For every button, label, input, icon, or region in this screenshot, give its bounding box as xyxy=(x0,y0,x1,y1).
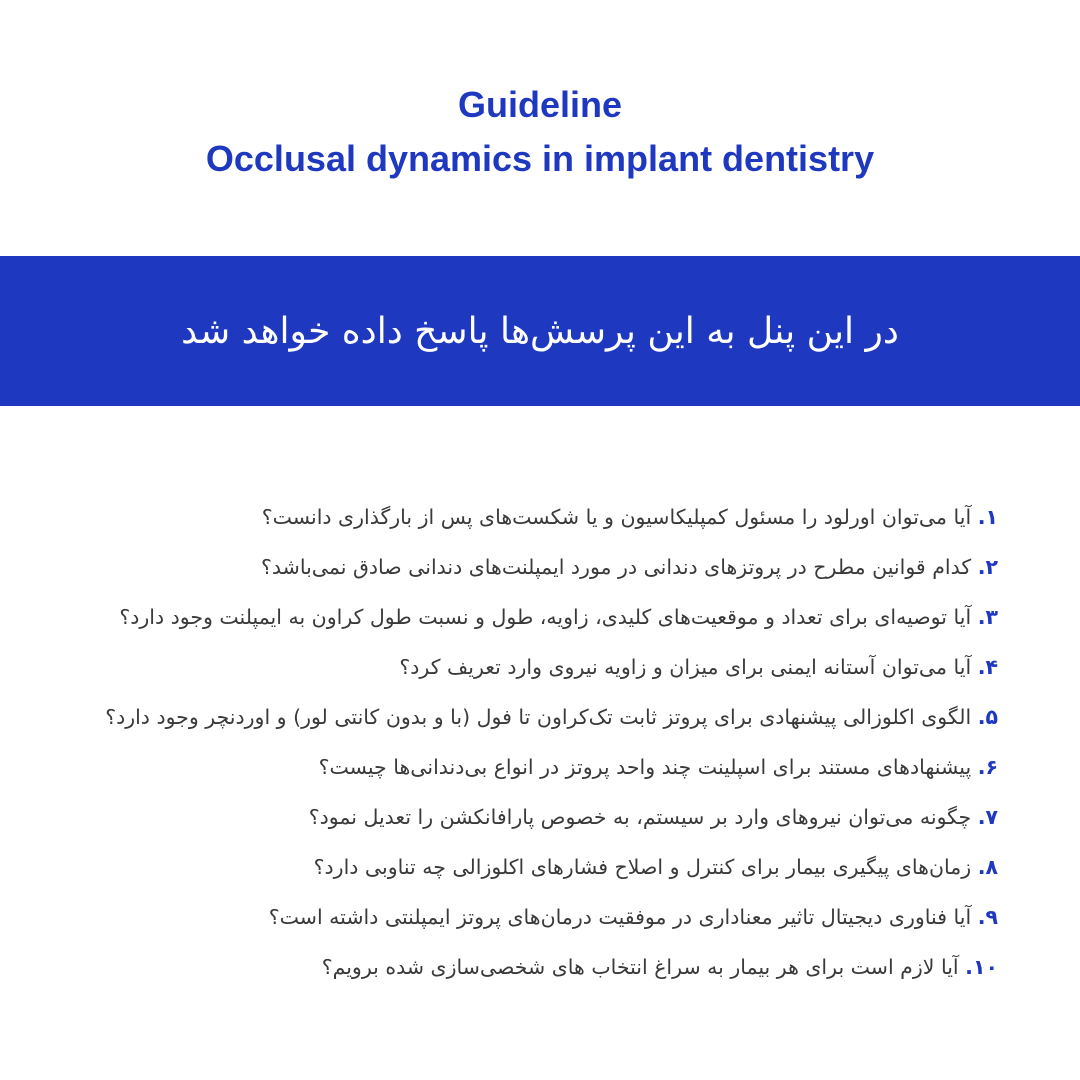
list-item xyxy=(0,792,998,842)
question-number: ۳. xyxy=(977,605,998,629)
question-number: ۹. xyxy=(977,905,998,929)
question-text: آیا لازم است برای هر بیمار به سراغ انتخاب های شخصی‌سازی شده برویم؟ xyxy=(321,955,959,979)
question-number: ۴. xyxy=(977,655,998,679)
question-text: آیا فناوری دیجیتال تاثیر معناداری در موفقیت درمان‌های پروتز ایمپلنتی داشته است؟ xyxy=(268,905,972,929)
list-item xyxy=(0,592,998,642)
list-item xyxy=(0,842,998,892)
question-number: ۱. xyxy=(977,505,998,529)
list-item xyxy=(0,492,998,542)
question-list xyxy=(0,492,998,992)
question-number: ۸. xyxy=(977,855,998,879)
page-header xyxy=(0,78,1080,186)
list-item xyxy=(0,892,998,942)
question-number: ۲. xyxy=(977,555,998,579)
blue-banner xyxy=(0,256,1080,406)
list-item xyxy=(0,542,998,592)
question-number: ۶. xyxy=(977,755,998,779)
question-number: ۷. xyxy=(977,805,998,829)
banner-text: در این پنل به این پرسش‌ها پاسخ داده خواهد شد xyxy=(181,310,899,352)
list-item xyxy=(0,942,998,992)
list-item xyxy=(0,742,998,792)
list-item xyxy=(0,692,998,742)
question-text: الگوی اکلوزالی پیشنهادی برای پروتز ثابت تک‌کراون تا فول (با و بدون کانتی لور) و اوردنچر وجود دارد؟ xyxy=(105,705,972,729)
question-text: آیا توصیه‌ای برای تعداد و موقعیت‌های کلیدی، زاویه، طول و نسبت طول کراون به ایمپلنت وجود دارد؟ xyxy=(119,605,972,629)
question-text: آیا می‌توان آستانه ایمنی برای میزان و زاویه نیروی وارد تعریف کرد؟ xyxy=(399,655,972,679)
header-title-topic: Occlusal dynamics in implant dentistry xyxy=(205,138,875,179)
question-text: آیا می‌توان اورلود را مسئول کمپلیکاسیون و یا شکست‌های پس از بارگذاری دانست؟ xyxy=(261,505,972,529)
question-number: ۵. xyxy=(977,705,998,729)
question-text: زمان‌های پیگیری بیمار برای کنترل و اصلاح فشارهای اکلوزالی چه تناوبی دارد؟ xyxy=(313,855,972,879)
header-title-guideline: Guideline xyxy=(457,84,623,125)
question-text: کدام قوانین مطرح در پروتزهای دندانی در مورد ایمپلنت‌های دندانی صادق نمی‌باشد؟ xyxy=(261,555,972,579)
question-text: پیشنهادهای مستند برای اسپلینت چند واحد پروتز در انواع بی‌دندانی‌ها چیست؟ xyxy=(318,755,972,779)
question-number: ۱۰. xyxy=(965,955,998,979)
question-text: چگونه می‌توان نیروهای وارد بر سیستم، به خصوص پارافانکشن را تعدیل نمود؟ xyxy=(308,805,972,829)
list-item xyxy=(0,642,998,692)
